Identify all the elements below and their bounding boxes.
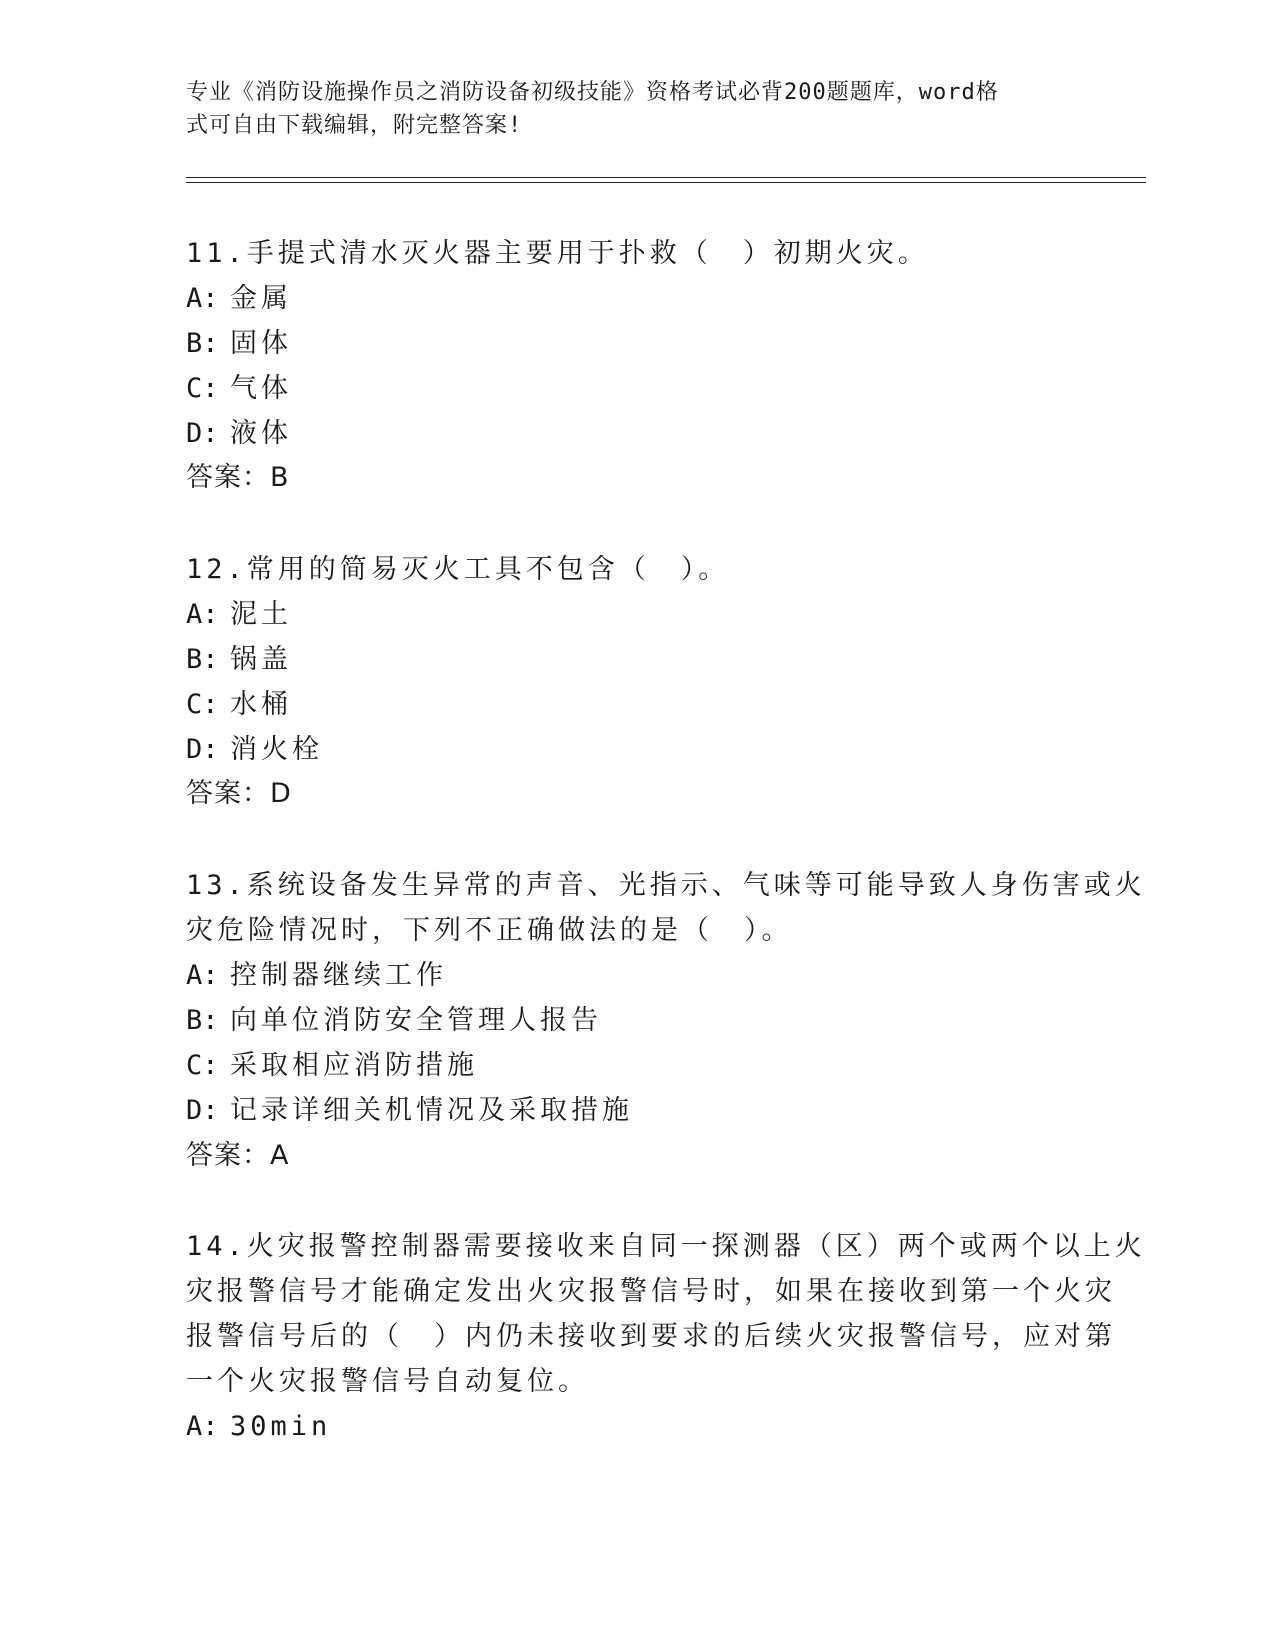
question-11-answer: 答案：B bbox=[186, 462, 290, 493]
question-13-option-b bbox=[186, 1003, 602, 1039]
question-12-option-b bbox=[186, 642, 292, 678]
option-text: 记录详细关机情况及采取措施 bbox=[230, 1095, 633, 1126]
question-12-stem: 12.常用的简易灭火工具不包含（ ）。 bbox=[186, 554, 730, 585]
option-text: 控制器继续工作 bbox=[230, 960, 447, 991]
option-text: 液体 bbox=[230, 418, 292, 449]
option-text: 气体 bbox=[230, 373, 292, 404]
question-12-answer: 答案：D bbox=[186, 778, 292, 809]
question-12-option-a bbox=[186, 597, 292, 633]
option-text: 向单位消防安全管理人报告 bbox=[230, 1005, 602, 1036]
option-letter: A: bbox=[186, 1411, 219, 1442]
question-11-option-c bbox=[186, 371, 292, 407]
question-11-option-b bbox=[186, 326, 292, 362]
question-14-stem-line-4: 一个火灾报警信号自动复位。 bbox=[186, 1366, 589, 1397]
question-12-option-d bbox=[186, 732, 323, 768]
header-line-2: 式可自由下载编辑，附完整答案! bbox=[186, 113, 523, 138]
option-letter: A: bbox=[186, 283, 219, 314]
option-letter: C: bbox=[186, 373, 219, 404]
option-letter: A: bbox=[186, 599, 219, 630]
question-12-option-c bbox=[186, 687, 292, 723]
option-text: 固体 bbox=[230, 328, 292, 359]
option-text: 采取相应消防措施 bbox=[230, 1050, 478, 1081]
question-14-stem-line-3: 报警信号后的（ ）内仍未接收到要求的后续火灾报警信号，应对第 bbox=[186, 1321, 1116, 1352]
question-11-option-a bbox=[186, 281, 292, 317]
option-letter: D: bbox=[186, 1095, 219, 1126]
option-text: 水桶 bbox=[230, 689, 292, 720]
question-11-stem: 11.手提式清水灭火器主要用于扑救（ ）初期火灾。 bbox=[186, 238, 929, 269]
question-11-option-d bbox=[186, 416, 292, 452]
question-13-answer: 答案：A bbox=[186, 1140, 290, 1171]
header-line-1: 专业《消防设施操作员之消防设备初级技能》资格考试必背200题题库，word格 bbox=[186, 80, 999, 105]
header-divider-bottom bbox=[186, 182, 1146, 183]
question-14-stem-line-1: 14.火灾报警控制器需要接收来自同一探测器（区）两个或两个以上火 bbox=[186, 1231, 1146, 1262]
option-letter: C: bbox=[186, 689, 219, 720]
option-letter: A: bbox=[186, 960, 219, 991]
option-letter: B: bbox=[186, 1005, 219, 1036]
option-text: 消火栓 bbox=[230, 734, 323, 765]
question-14-option-a bbox=[186, 1409, 331, 1445]
option-text: 泥土 bbox=[230, 599, 292, 630]
option-text: 金属 bbox=[230, 283, 292, 314]
header-divider-top bbox=[186, 177, 1146, 178]
question-13-stem-line-1: 13.系统设备发生异常的声音、光指示、气味等可能导致人身伤害或火 bbox=[186, 870, 1146, 901]
option-text: 锅盖 bbox=[230, 644, 292, 675]
option-letter: C: bbox=[186, 1050, 219, 1081]
option-letter: D: bbox=[186, 418, 219, 449]
question-13-option-d bbox=[186, 1093, 633, 1129]
option-letter: B: bbox=[186, 644, 219, 675]
question-13-option-a bbox=[186, 958, 447, 994]
question-14-stem-line-2: 灾报警信号才能确定发出火灾报警信号时，如果在接收到第一个火灾 bbox=[186, 1276, 1116, 1307]
option-letter: D: bbox=[186, 734, 219, 765]
option-text: 30min bbox=[230, 1411, 332, 1442]
option-letter: B: bbox=[186, 328, 219, 359]
question-13-stem-line-2: 灾危险情况时，下列不正确做法的是（ ）。 bbox=[186, 915, 793, 946]
question-13-option-c bbox=[186, 1048, 478, 1084]
document-header bbox=[186, 76, 1066, 142]
